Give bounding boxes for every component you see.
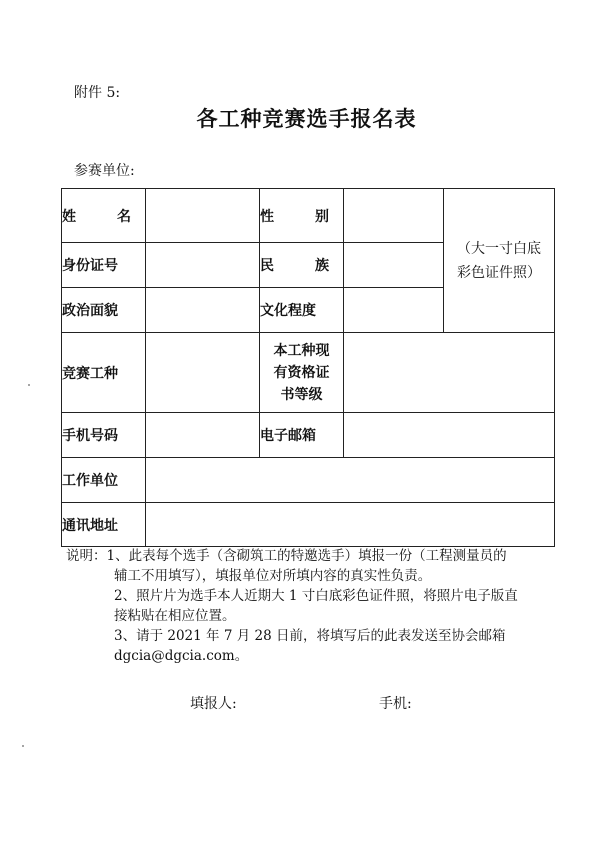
email-field[interactable] bbox=[344, 413, 555, 458]
registration-form-table bbox=[61, 188, 555, 547]
political-status-label: 政治面貌 bbox=[62, 288, 146, 333]
scan-speck bbox=[22, 745, 24, 747]
note-3-line-2: dgcia@dgcia.com。 bbox=[114, 648, 249, 664]
ethnicity-field[interactable] bbox=[344, 243, 444, 288]
participating-unit-label: 参赛单位: bbox=[74, 163, 135, 179]
filler-phone-label: 手机: bbox=[379, 696, 412, 712]
certificate-level-field[interactable] bbox=[344, 333, 555, 413]
name-label: 姓 名 bbox=[62, 189, 146, 243]
scan-speck bbox=[28, 384, 30, 386]
mobile-field[interactable] bbox=[146, 413, 260, 458]
note-1-line-1: 说明：1、此表每个选手（含砌筑工的特邀选手）填报一份（工程测量员的 bbox=[66, 548, 507, 564]
email-label: 电子邮箱 bbox=[260, 413, 344, 458]
certificate-level-label: 本工种现 有资格证 书等级 bbox=[260, 333, 344, 413]
photo-hint-line1: （大一寸白底 bbox=[457, 240, 541, 257]
address-field[interactable] bbox=[146, 503, 555, 547]
ethnicity-label: 民 族 bbox=[260, 243, 344, 288]
political-status-field[interactable] bbox=[146, 288, 260, 333]
note-2-line-1: 2、照片片为选手本人近期大 1 寸白底彩色证件照，将照片电子版直 bbox=[114, 588, 518, 604]
mobile-label: 手机号码 bbox=[62, 413, 146, 458]
id-number-field[interactable] bbox=[146, 243, 260, 288]
education-label: 文化程度 bbox=[260, 288, 344, 333]
attachment-label: 附件 5: bbox=[74, 85, 121, 101]
photo-hint-line2: 彩色证件照） bbox=[457, 264, 541, 281]
workplace-field[interactable] bbox=[146, 458, 555, 503]
gender-label: 性 别 bbox=[260, 189, 344, 243]
note-1-line-2: 辅工不用填写），填报单位对所填内容的真实性负责。 bbox=[114, 568, 432, 584]
workplace-label: 工作单位 bbox=[62, 458, 146, 503]
filler-signature-label: 填报人: bbox=[190, 696, 237, 712]
trade-label: 竞赛工种 bbox=[62, 333, 146, 413]
address-label: 通讯地址 bbox=[62, 503, 146, 547]
page-title: 各工种竞赛选手报名表 bbox=[196, 106, 417, 131]
gender-field[interactable] bbox=[344, 189, 444, 243]
name-field[interactable] bbox=[146, 189, 260, 243]
instructions-notes bbox=[66, 546, 556, 666]
trade-field[interactable] bbox=[146, 333, 260, 413]
id-number-label: 身份证号 bbox=[62, 243, 146, 288]
note-2-line-2: 接粘贴在相应位置。 bbox=[114, 608, 236, 624]
education-field[interactable] bbox=[344, 288, 444, 333]
photo-placeholder[interactable] bbox=[444, 189, 555, 333]
note-3-line-1: 3、请于 2021 年 7 月 28 日前，将填写后的此表发送至协会邮箱 bbox=[114, 628, 506, 644]
